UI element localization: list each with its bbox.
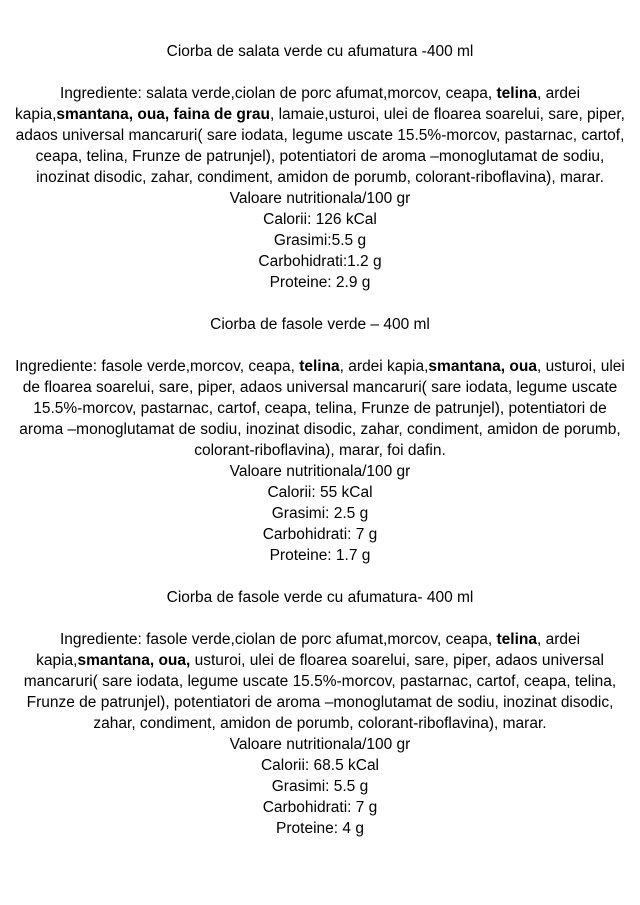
nutrition-header: Valoare nutritionala/100 gr — [229, 463, 411, 480]
product-title: Ciorba de salata verde cu afumatura -400 ml — [166, 43, 474, 60]
nutrition-carbs: Carbohidrati: 7 g — [262, 799, 378, 816]
nutrition-carbs: Carbohidrati: 7 g — [262, 526, 378, 543]
product-title: Ciorba de fasole verde cu afumatura- 400 ml — [166, 589, 474, 606]
nutrition-protein: Proteine: 2.9 g — [269, 274, 371, 291]
nutrition-fat: Grasimi: 5.5 g — [271, 778, 369, 795]
nutrition-header: Valoare nutritionala/100 gr — [229, 736, 411, 753]
nutrition-protein: Proteine: 4 g — [276, 820, 364, 837]
product-title: Ciorba de fasole verde – 400 ml — [210, 316, 430, 333]
product-section-fasole-verde-afumatura — [13, 587, 627, 839]
nutrition-carbs: Carbohidrati:1.2 g — [258, 253, 382, 270]
nutrition-protein: Proteine: 1.7 g — [269, 547, 371, 564]
nutrition-calories: Calorii: 126 kCal — [263, 211, 377, 228]
product-section-salata-verde-afumatura — [13, 41, 627, 293]
ingredients-paragraph: Ingrediente: salata verde,ciolan de porc afumat,morcov, ceapa, telina, ardei kapia,smantana, oua, faina de grau, lamaie,usturoi, ulei de floarea soarelui, sare, piper, adaos universal mancaruri( sare iodata, legume uscate 15.5%-morcov, pastarnac, cartof, ceapa, telina, Frunze de patrunjel), potentiatori de aroma –monoglutamat de sodiu, inozinat disodic, zahar, condiment, amidon de porumb, colorant-riboflavina), marar. — [15, 85, 625, 186]
nutrition-header: Valoare nutritionala/100 gr — [229, 190, 411, 207]
nutrition-fat: Grasimi:5.5 g — [273, 232, 367, 249]
ingredients-paragraph: Ingrediente: fasole verde,ciolan de porc afumat,morcov, ceapa, telina, ardei kapia,smantana, oua, usturoi, ulei de floarea soarelui, sare, piper, adaos universal mancaruri( sare iodata, legume uscate 15.5%-morcov, pastarnac, cartof, ceapa, telina, Frunze de patrunjel), potentiatori de aroma –monoglutamat de sodiu, inozinat disodic, zahar, condiment, amidon de porumb, colorant-riboflavina), marar. — [23, 631, 617, 732]
nutrition-fat: Grasimi: 2.5 g — [271, 505, 369, 522]
nutrition-calories: Calorii: 55 kCal — [267, 484, 373, 501]
nutrition-calories: Calorii: 68.5 kCal — [260, 757, 380, 774]
ingredients-paragraph: Ingrediente: fasole verde,morcov, ceapa, telina, ardei kapia,smantana, oua, usturoi, ulei de floarea soarelui, sare, piper, adaos universal mancaruri( sare iodata, legume uscate 15.5%-morcov, pastarnac, cartof, ceapa, telina, Frunze de patrunjel), potentiatori de aroma –monoglutamat de sodiu, inozinat disodic, zahar, condiment, amidon de porumb, colorant-riboflavina), marar, foi dafin. — [15, 358, 625, 459]
product-section-fasole-verde — [13, 314, 627, 566]
